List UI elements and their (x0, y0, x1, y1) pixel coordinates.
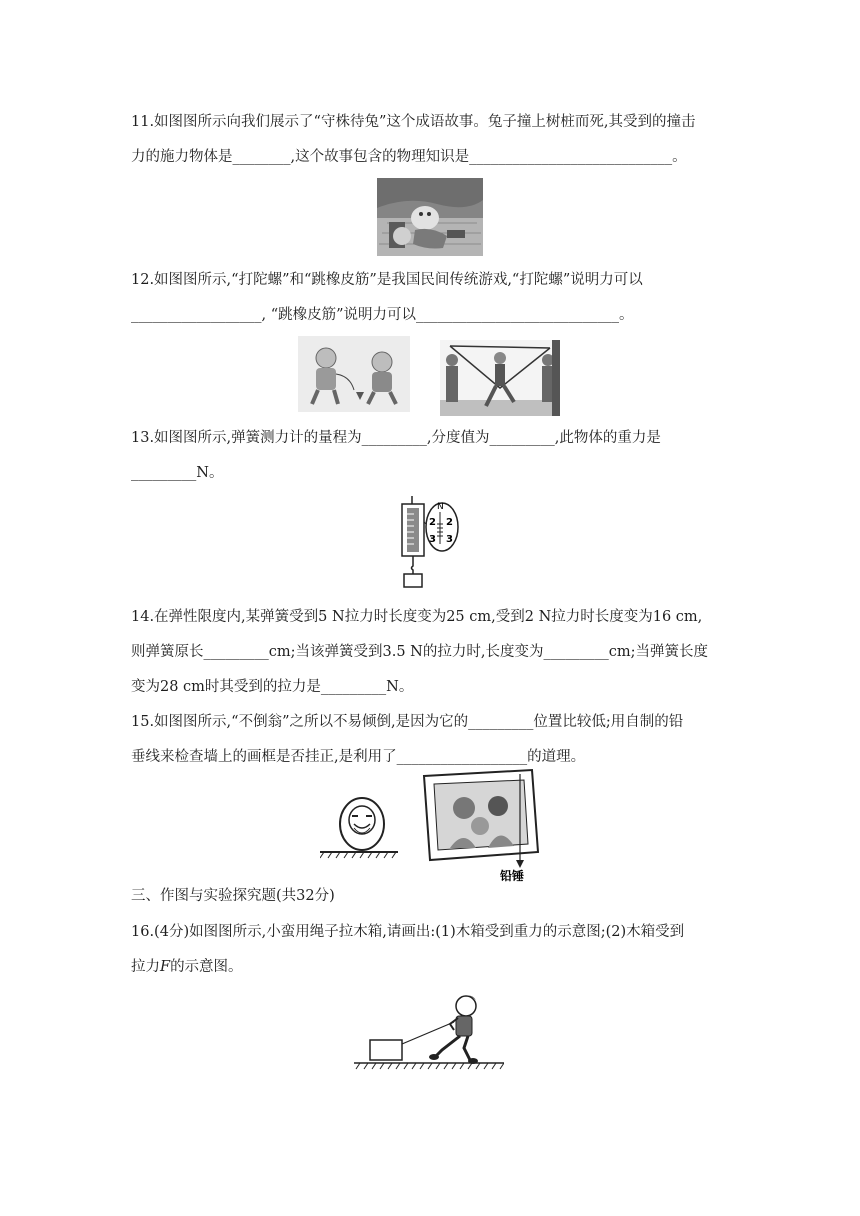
section-3-heading: 三、作图与实验探究题(共32分) (131, 888, 335, 904)
scale-unit-label: N (437, 502, 444, 512)
scale-right-tick-2: 2 (446, 517, 453, 528)
q11-line-2: 力的施力物体是________,这个故事包含的物理知识是____________________________。 (131, 149, 687, 165)
q14-line-1: 14.在弹性限度内,某弹簧受到5 N拉力时长度变为25 cm,受到2 N拉力时长度变为16 cm, (131, 609, 703, 625)
force-symbol: F (160, 959, 171, 975)
q12-line-2: __________________, “跳橡皮筋”说明力可以____________________________。 (131, 307, 634, 323)
q15-line-1: 15.如图图所示,“不倒翁”之所以不易倾倒,是因为它的_________位置比较低;用自制的铅 (131, 714, 684, 730)
scale-right-tick-3: 3 (446, 534, 453, 545)
q16-line-2-prefix: 拉力 (131, 959, 160, 975)
q11-line-1: 11.如图图所示向我们展示了“守株待兔”这个成语故事。兔子撞上树桩而死,其受到的撞击 (131, 114, 696, 130)
q16-line-2-suffix: 的示意图。 (170, 959, 243, 975)
q14-line-2: 则弹簧原长_________cm;当该弹簧受到3.5 N的拉力时,长度变为_________cm;当弹簧长度 (131, 644, 708, 660)
q14-line-3: 变为28 cm时其受到的拉力是_________N。 (131, 679, 414, 695)
jump-rubber-band-illustration (440, 340, 560, 416)
q15-line-2: 垂线来检查墙上的画框是否挂正,是利用了__________________的道理。 (131, 749, 586, 765)
rabbit-tree-stump-illustration (377, 178, 483, 256)
q16-line-1: 16.(4分)如图图所示,小蛮用绳子拉木箱,请画出:(1)木箱受到重力的示意图;(2)木箱受到 (131, 924, 685, 940)
q12-line-1: 12.如图图所示,“打陀螺”和“跳橡皮筋”是我国民间传统游戏,“打陀螺”说明力可以 (131, 272, 643, 288)
scale-left-tick-2: 2 (429, 517, 436, 528)
q13-line-2: _________N。 (131, 465, 224, 481)
picture-frame-plumb-line-illustration (414, 768, 544, 882)
boy-pulling-box-illustration (354, 984, 504, 1074)
tumbler-doll-illustration (320, 794, 400, 864)
q13-line-1: 13.如图图所示,弹簧测力计的量程为_________,分度值为_________,此物体的重力是 (131, 430, 661, 446)
plumb-bob-label: 铅锤 (500, 869, 525, 882)
spring-scale-illustration (396, 494, 462, 590)
scale-left-tick-3: 3 (429, 534, 436, 545)
q16-line-2 (131, 957, 243, 977)
spinning-top-illustration (298, 336, 410, 412)
